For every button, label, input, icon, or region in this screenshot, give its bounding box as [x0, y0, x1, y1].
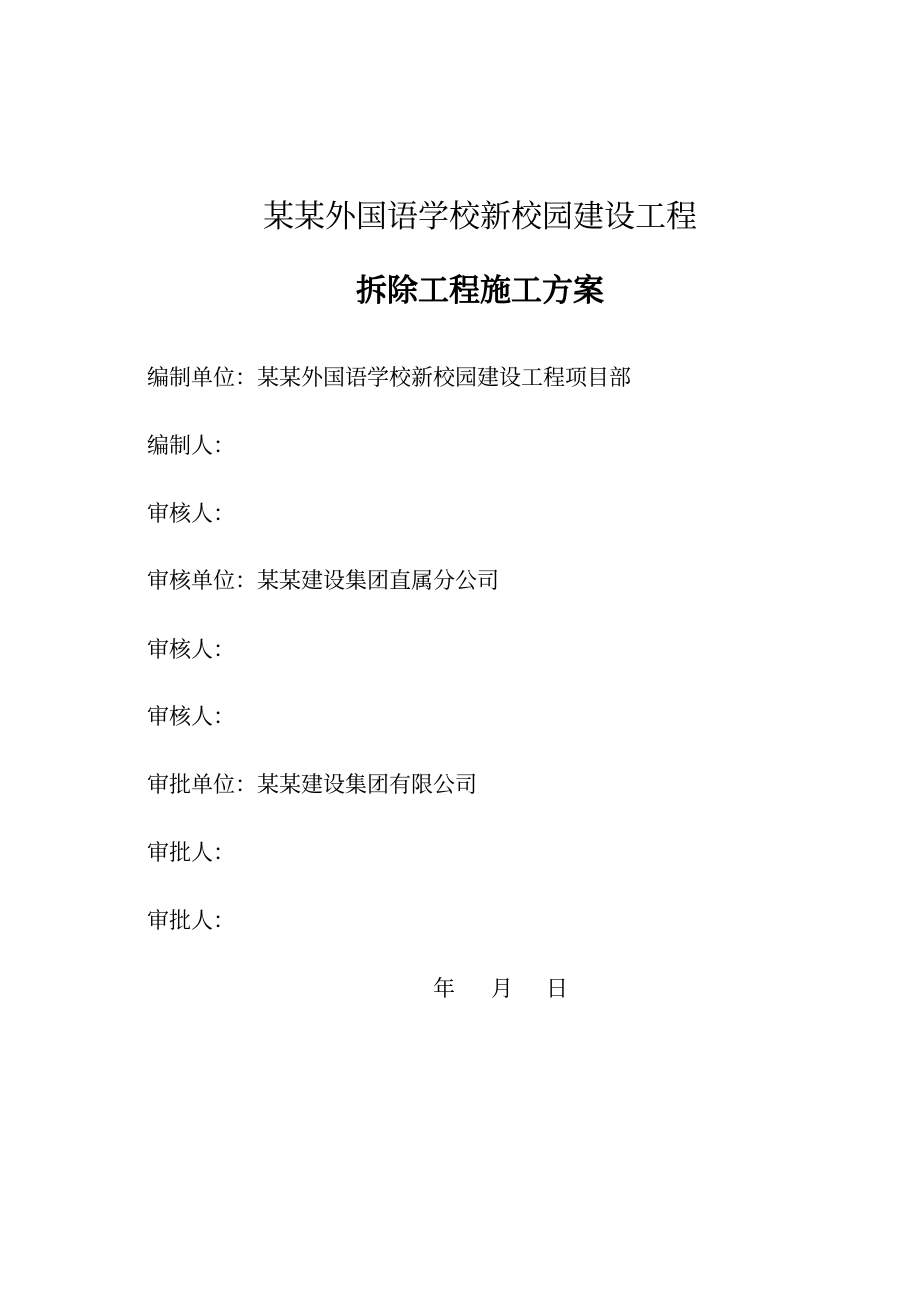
- field-compiling-unit: [147, 364, 631, 394]
- field-reviewer: [147, 500, 235, 530]
- field-reviewing-unit: [147, 567, 499, 597]
- date-day-label: 日: [546, 977, 569, 1002]
- date-line: [433, 975, 568, 1005]
- field-label: 审核单位：: [147, 569, 258, 594]
- field-compiler: [147, 432, 235, 462]
- field-reviewer: [147, 636, 235, 666]
- field-value: 某某外国语学校新校园建设工程项目部: [257, 366, 632, 391]
- field-label: 审核人：: [147, 638, 236, 663]
- field-label: 审核人：: [147, 705, 236, 730]
- field-label: 编制单位：: [147, 366, 258, 391]
- field-label: 审批人：: [147, 909, 236, 934]
- date-month-label: 月: [491, 977, 514, 1002]
- field-value: 某某建设集团直属分公司: [257, 569, 500, 594]
- field-reviewer: [147, 703, 235, 733]
- field-label: 审批单位：: [147, 773, 258, 798]
- document-title: 某某外国语学校新校园建设工程: [263, 199, 697, 235]
- field-approving-unit: [147, 771, 477, 801]
- field-label: 审批人：: [147, 841, 236, 866]
- document-subtitle: 拆除工程施工方案: [356, 273, 604, 309]
- field-approver: [147, 839, 235, 869]
- field-label: 审核人：: [147, 502, 236, 527]
- field-value: 某某建设集团有限公司: [257, 773, 478, 798]
- date-year-label: 年: [433, 977, 456, 1002]
- field-label: 编制人：: [147, 434, 236, 459]
- field-approver: [147, 907, 235, 937]
